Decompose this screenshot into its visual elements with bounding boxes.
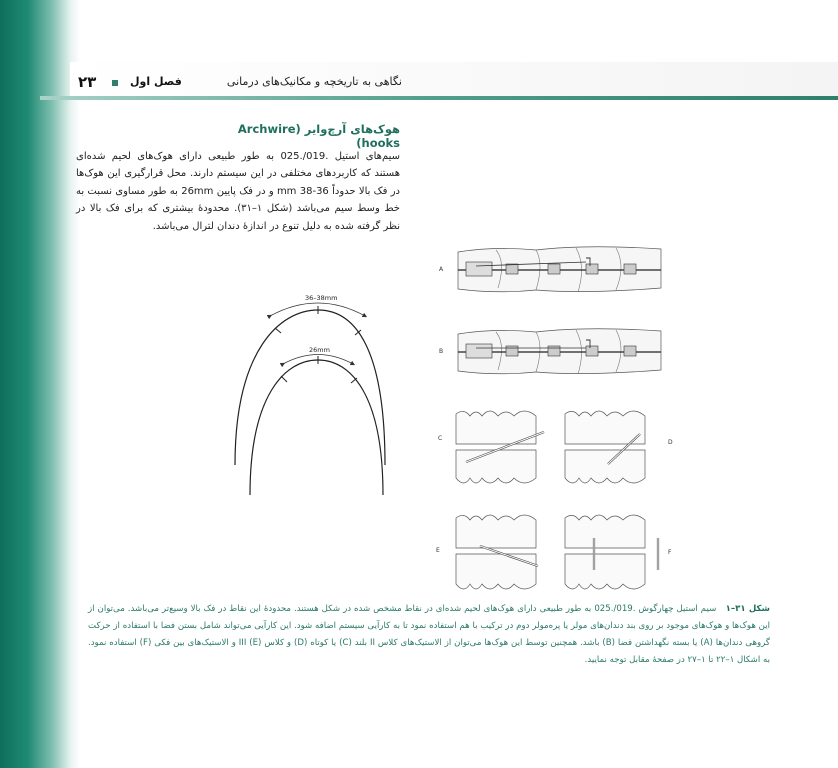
header-rule <box>40 96 838 100</box>
chapter-label: فصل اول <box>130 75 182 88</box>
panel-e-illustration <box>436 508 556 598</box>
panel-label-e: E <box>436 547 440 554</box>
header-bullet <box>112 80 118 86</box>
panel-a-illustration <box>436 244 666 300</box>
caption-label: شکل ۳۱–۱ <box>725 604 770 614</box>
section-heading: هوک‌های آرچ‌وایر (Archwire hooks) <box>237 122 400 150</box>
panel-label-c: C <box>438 435 443 442</box>
body-paragraph: سیم‌های استیل .019/.025 به طور طبیعی دارای هوک‌های لحیم شده‌ای هستند که کاربردهای مختلفی در این سیستم دارند. محل قرارگیری این هوک‌ها در فک بالا حدوداً 36-38 mm و در فک پایین 26mm به طور مساوی نسبت به خط وسط سیم می‌باشد (شکل ۱–۳۱). محدودۀ بیشتری که برای فک بالا در نظر گرفته شده به دلیل تنوع در اندازۀ دندان لترال می‌باشد. <box>76 151 400 232</box>
panel-label-b: B <box>439 348 444 355</box>
panel-label-d: D <box>668 439 673 446</box>
lower-arch-label: 26mm <box>309 346 330 354</box>
panel-b-illustration <box>436 326 666 382</box>
upper-arch-wire <box>235 310 385 465</box>
page-number: ۲۳ <box>78 73 97 91</box>
panel-d-illustration <box>560 404 680 492</box>
panel-c-illustration <box>436 404 556 492</box>
panel-label-f: F <box>668 549 672 556</box>
panel-label-a: A <box>439 266 444 273</box>
upper-arch-label: 36–38mm <box>305 294 338 302</box>
panel-f-illustration <box>560 508 680 598</box>
figure-caption <box>88 601 770 669</box>
running-title: نگاهی به تاریخچه و مکانیک‌های درمانی <box>226 75 402 88</box>
archwire-diagram <box>225 290 395 500</box>
caption-text: سیم استیل چهارگوش .019/.025 به طور طبیعی دارای هوک‌های لحیم شده‌ای در نقاط مشخص شده در شکل هستند. محدودۀ این نقاط در فک بالا وسیع‌تر می‌باشد. می‌توان از این هوک‌ها و هوک‌های موجود بر روی بند دندان‌های مولر یا پره‌مولر دوم در ترکیب با هم استفاده نمود تا به کارآیی سیستم اضافه شود. این کارآیی می‌تواند شامل بستن فضا با استفاده از حرکت گروهی دندان‌ها (A) یا بسته نگهداشتن فضا (B) باشد. همچنین توسط این هوک‌ها می‌توان از الاستیک‌های کلاس II بلند (C) یا کوتاه (D) و کلاس III (E) و الاستیک‌های بین فکی (F) استفاده نمود. به اشکال ۱–۲۲ تا ۱–۲۷ در صفحۀ مقابل توجه نمایید. <box>88 604 770 665</box>
page-margin-band <box>0 0 80 768</box>
lower-arch-wire <box>250 360 383 495</box>
